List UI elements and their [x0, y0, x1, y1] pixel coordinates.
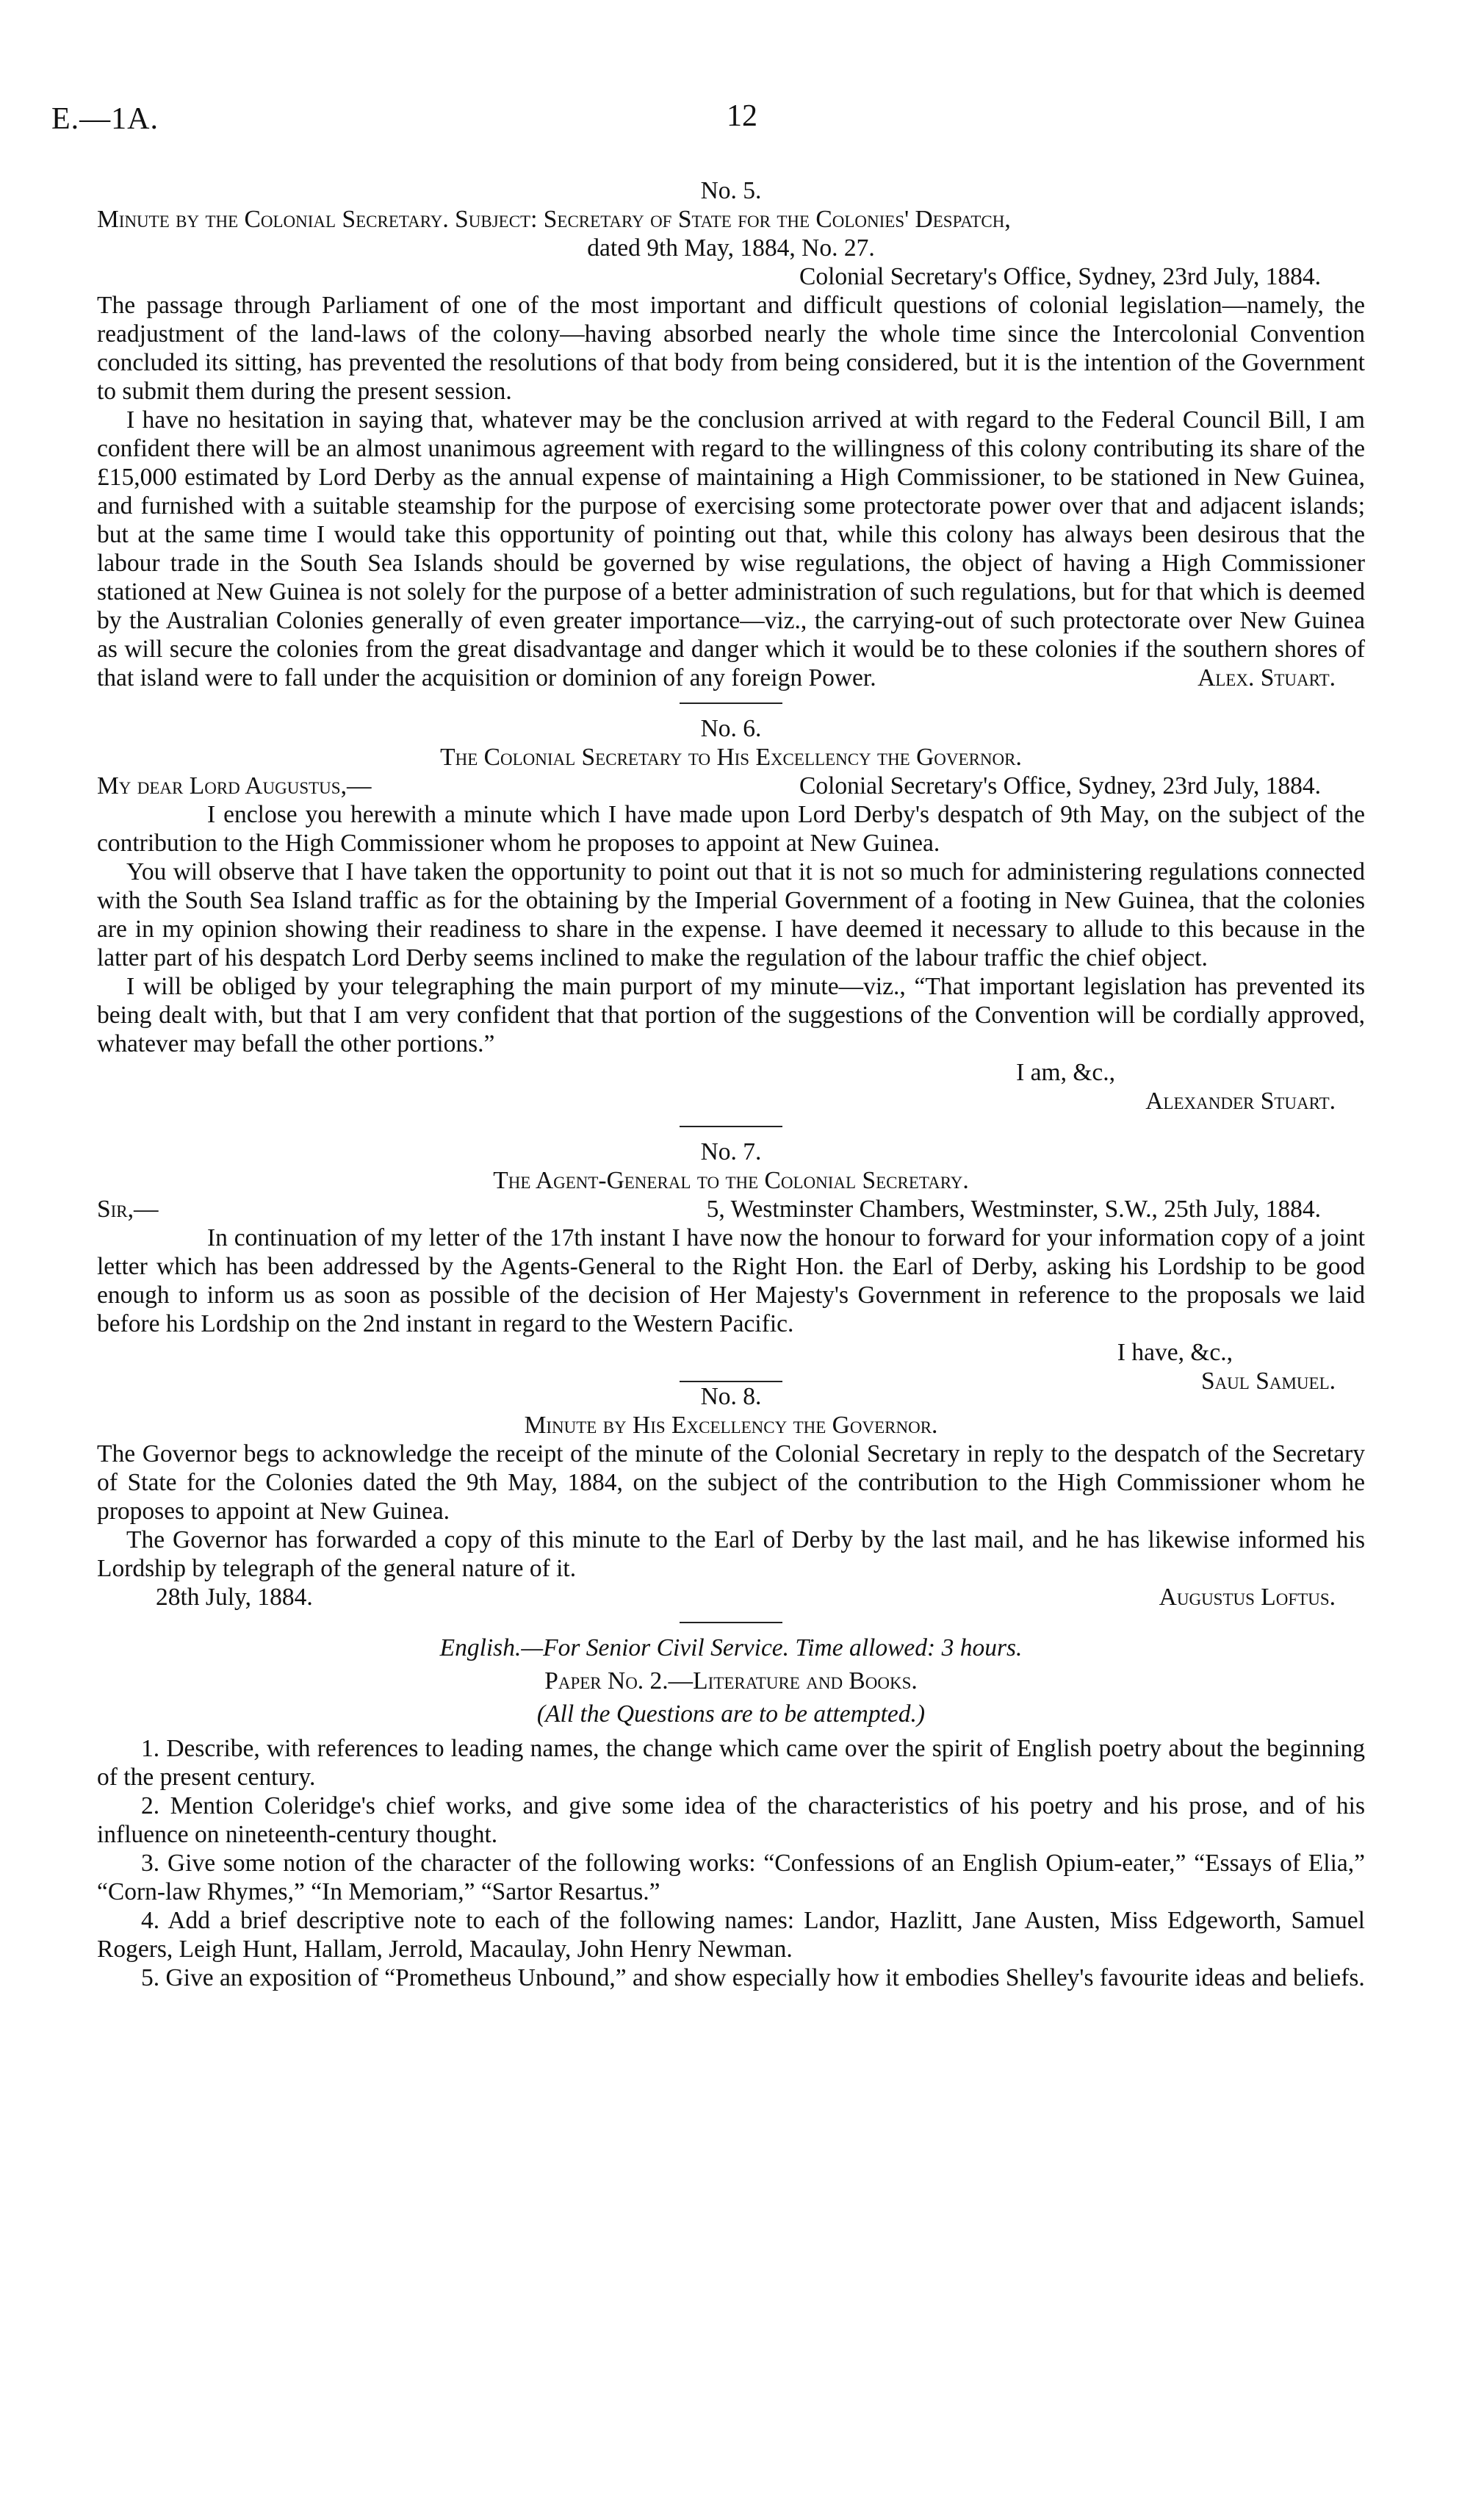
signature: Augustus Loftus.	[1159, 1584, 1336, 1611]
paragraph: The passage through Parliament of one of the most important and difficult questions of colonial legislation—namely, the readjustment of the land-laws of the colony—having absorbed nearly the whole time since the Intercolonial Convention concluded its sitting, has prevented the resolutions of that body from being considered, but it is the intention of the Government to submit them during the present session.	[97, 292, 1365, 405]
letter-no-6	[97, 714, 1365, 1115]
paragraph: In continuation of my letter of the 17th instant I have now the honour to forward for your information copy of a joint letter which has been addressed by the Agents-General to the Right Hon. the Earl of Derby, asking his Lordship to be good enough to inform us as soon as possible of the decision of Her Majesty's Government in reference to the proposals we laid before his Lordship on the 2nd instant in regard to the Western Pacific.	[97, 1224, 1365, 1337]
signature: Alexander Stuart.	[1145, 1088, 1336, 1115]
paragraph: The Governor has forwarded a copy of this minute to the Earl of Derby by the last mail, and he has likewise informed his Lordship by telegraph of the general nature of it.	[97, 1526, 1365, 1582]
subject-line-continued: dated 9th May, 1884, No. 27.	[587, 234, 875, 262]
document-number: No. 5.	[700, 177, 762, 204]
dateline: 5, Westminster Chambers, Westminster, S.W., 25th July, 1884.	[706, 1196, 1321, 1223]
signature: Saul Samuel.	[1200, 1368, 1336, 1395]
document-number: No. 8.	[700, 1383, 762, 1410]
question: 2. Mention Coleridge's chief works, and give some idea of the characteristics of his poetry and his prose, and of his influence on nineteenth-century thought.	[97, 1792, 1365, 1848]
letter-no-7	[97, 1138, 1365, 1395]
paragraph: I will be obliged by your telegraphing the main purport of my minute—viz., “That important legislation has prevented its being dealt with, but that I am very confident that that portion of the suggestions of the Convention will be cordially approved, whatever may befall the other portions.”	[97, 973, 1365, 1057]
letter-title: The Colonial Secretary to His Excellency the Governor.	[440, 744, 1022, 771]
exam-heading: English.—For Senior Civil Service. Time allowed: 3 hours.	[439, 1634, 1023, 1661]
exam-instruction: (All the Questions are to be attempted.)	[536, 1700, 926, 1728]
closing: I have, &c.,	[1117, 1339, 1233, 1366]
letter-title: The Agent-General to the Colonial Secretary.	[493, 1167, 969, 1194]
document-reference: E.—1A.	[51, 102, 159, 136]
paragraph: I have no hesitation in saying that, whatever may be the conclusion arrived at with regard to the Federal Council Bill, I am confident there will be an almost unanimous agreement with regard to the willingness of this colony contributing its share of the £15,000 estimated by Lord Derby as the annual expense of maintaining a High Commissioner, to be stationed in New Guinea, and furnished with a suitable steamship for the purpose of exercising some protectorate power over that and adjacent islands; but at the same time I would take this opportunity of pointing out that, while this colony has always been desirous that the labour trade in the South Sea Islands should be governed by wise regulations, the object of having a High Commissioner stationed at New Guinea is not solely for the purpose of a better administration of such regulations, but for that which is deemed by the Australian Colonies generally of even greater importance—viz., the carrying-out of such protectorate over New Guinea as will secure the colonies from the great disadvantage and danger which it would be to these colonies if the southern shores of that island were to fall under the acquisition or dominion of any foreign Power.	[97, 406, 1365, 691]
closing: I am, &c.,	[1016, 1059, 1115, 1086]
minute-date: 28th July, 1884.	[156, 1584, 313, 1611]
paper-title: Paper No. 2.—Literature and Books.	[544, 1667, 918, 1695]
document-number: No. 7.	[700, 1138, 762, 1165]
dateline: Colonial Secretary's Office, Sydney, 23rd July, 1884.	[799, 772, 1321, 800]
minute-no-8	[97, 1382, 1365, 1611]
paragraph: You will observe that I have taken the opportunity to point out that it is not so much for administering regulations connected with the South Sea Island traffic as for the obtaining by the Imperial Government of a footing in New Guinea, that the colonies are in my opinion showing their readiness to share in the expense. I have deemed it necessary to allude to this because in the latter part of his despatch Lord Derby seems inclined to make the regulation of the labour traffic the chief object.	[97, 858, 1365, 971]
question: 5. Give an exposition of “Prometheus Unbound,” and show especially how it embodies Shelley's favourite ideas and beliefs.	[141, 1964, 1365, 1991]
paragraph: The Governor begs to acknowledge the receipt of the minute of the Colonial Secretary in reply to the despatch of the Secretary of State for the Colonies dated the 9th May, 1884, on the subject of the contribution to the High Commissioner whom he proposes to appoint at New Guinea.	[97, 1440, 1365, 1525]
document-number: No. 6.	[700, 715, 762, 742]
signature: Alex. Stuart.	[1197, 664, 1336, 691]
question: 3. Give some notion of the character of the following works: “Confessions of an English Opium-eater,” “Essays of Elia,” “Corn-law Rhymes,” “In Memoriam,” “Sartor Resartus.”	[97, 1850, 1365, 1905]
examination-paper	[97, 1634, 1365, 1992]
minute-title: Minute by His Excellency the Governor.	[524, 1412, 938, 1439]
paragraph: I enclose you herewith a minute which I have made upon Lord Derby's despatch of 9th May, on the subject of the contribution to the High Commissioner whom he proposes to appoint at New Guinea.	[97, 801, 1365, 857]
page-number: 12	[727, 99, 757, 133]
question: 4. Add a brief descriptive note to each of the following names: Landor, Hazlitt, Jane Austen, Miss Edgeworth, Samuel Rogers, Leigh Hunt, Hallam, Jerrold, Macaulay, John Henry Newman.	[97, 1907, 1365, 1963]
document-body	[97, 176, 1365, 1992]
question: 1. Describe, with references to leading names, the change which came over the spirit of English poetry about the beginning of the present century.	[97, 1735, 1365, 1791]
dateline: Colonial Secretary's Office, Sydney, 23rd July, 1884.	[799, 263, 1321, 290]
salutation: Sir,—	[97, 1196, 159, 1223]
subject-line: Minute by the Colonial Secretary. Subject: Secretary of State for the Colonies' Despatch,	[97, 206, 1011, 233]
salutation: My dear Lord Augustus,—	[97, 772, 372, 800]
minute-no-5	[97, 176, 1365, 692]
